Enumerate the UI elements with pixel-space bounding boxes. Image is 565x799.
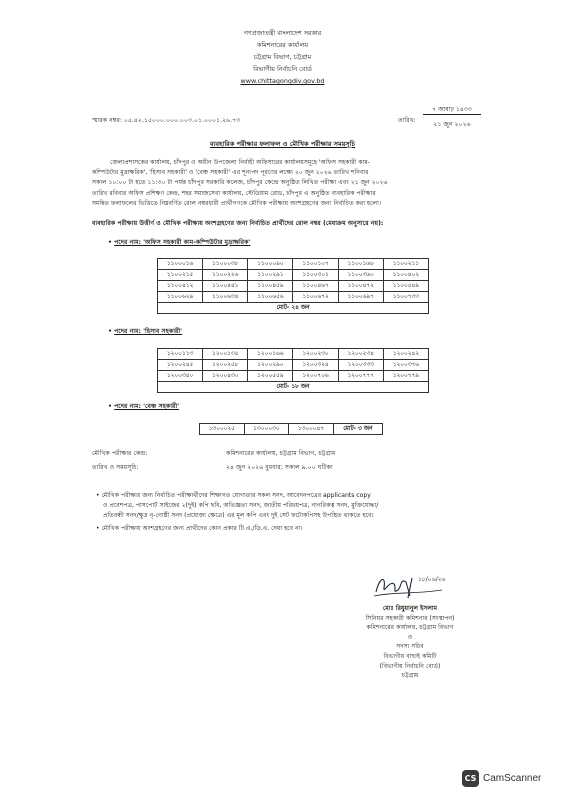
table-row [158, 371, 429, 382]
roll-cell: ১২০০১৩৫ [203, 349, 248, 360]
gov-name: গণপ্রজাতন্ত্রী বাংলাদেশ সরকার [243, 29, 322, 37]
date-bangla: ৭ আষাঢ় ১৪৩৩ [423, 107, 481, 115]
post2-label [108, 329, 182, 335]
document-title: ব্যবহারিক পরীক্ষার ফলাফল ও মৌখিক পরীক্ষার সময়সূচি [209, 140, 356, 148]
roll-cell: ১১০০৪৫৯ [248, 281, 293, 292]
board-name: বিভাগীয় নির্বাচনি বোর্ড [253, 65, 312, 73]
intro-line: সমন্বিত ফলাফলের ভিত্তিতে নিম্নবর্ণিত রোল নম্বরধারী প্রার্থীগণকে মৌখিক পরীক্ষায় অংশগ্রহণের জন্য নির্বাচিত করা হলো। [92, 199, 382, 207]
roll-cell: ১২০০৪৩০ [203, 371, 248, 382]
post1-label [108, 240, 250, 246]
note-line: ও প্রবেশপত্র, পাসপোর্ট সাইজের ২(দুই) কপি ছবি, অভিজ্ঞতা সনদ, জাতীয় পরিচয়পত্র, নাগরিকত্ব সনদ, মুক্তিযোদ্ধা/ [103, 502, 379, 510]
intro-line: কম্পিউটার মুদ্রাক্ষরিক', 'হিসাব সহকারী' ও 'বেঞ্চ সহকারী' এর শূন্যপদ পূরণের লক্ষ্যে ২০ জুন ২০২৬ তারিখ শনিবার [92, 169, 369, 177]
roll-cell: ১১০০০৯০ [248, 259, 293, 270]
table-row [158, 303, 429, 314]
table-row [158, 281, 429, 292]
intro-paragraph [92, 158, 487, 209]
roll-cell: ১১০০৬৭২ [293, 292, 338, 303]
date-english: ২১ জুন ২০২৬ [433, 121, 471, 128]
signatory-role: সদস্য সচিব [396, 643, 424, 651]
roll-cell: ১১০০১৬৮ [338, 259, 383, 270]
intro-line: সকাল ১০:০০ টা হতে ১১:৩০ টা পর্যন্ত চাঁদপুর সরকারি কলেজ, চাঁদপুর কেন্দ্রে অনুষ্ঠিত লিখিত পরীক্ষা এবং ২১ জুন ২০২৬ [92, 179, 388, 187]
roll-cell: ১১০০২১৫ [158, 270, 203, 281]
roll-cell: ১২০০৩৪০ [158, 371, 203, 382]
date-label: তারিখ: [398, 117, 416, 124]
roll-cell: ১২০০৭৭৭ [338, 371, 383, 382]
roll-cell: ১১০০০১৬ [158, 259, 203, 270]
total-cell: মোট- ২৪ জন [158, 303, 429, 314]
roll-cell: ১২০০৫৫৯ [248, 371, 293, 382]
table-row [158, 360, 429, 371]
table-row [158, 349, 429, 360]
office-name: কমিশনারের কার্যালয় [256, 41, 309, 49]
roll-cell: ১১০০২২৬ [203, 270, 248, 281]
note-item [96, 491, 496, 522]
post1-title: পদের নাম: 'অফিস সহকারী কাম-কম্পিউটার মুদ্রাক্ষরিক' [114, 239, 251, 246]
intro-line: জেলাপ্রশাসকের কার্যালয়, চাঁদপুর ও অধীন উপজেলা নির্বাহী অফিসারের কার্যালয়সমূহে 'অফিস সহকারী কাম- [110, 159, 370, 166]
intro-line: তারিখ রবিবার অফিস প্রশিক্ষণ কেন্দ্র, শহর সমাজসেবা কার্যালয়, স্টেডিয়াম রোড, চাঁদপুর এ অনুষ্ঠিত ব্যবহারিক পরীক্ষার [92, 189, 376, 197]
roll-cell: ১২০০৭০৬ [293, 371, 338, 382]
signature-date: ১৮/০৬/২৬ [418, 576, 446, 583]
post1-roll-table [157, 258, 429, 314]
bullet-icon: • [108, 328, 115, 335]
roll-cell: ১১০০৩০১ [293, 270, 338, 281]
table-row [158, 270, 429, 281]
roll-cell: ১৩০০০৪৭ [289, 424, 334, 435]
roll-cell: ১১০০৩৬০ [338, 270, 383, 281]
roll-cell: ১২০০২৪৫ [158, 360, 203, 371]
roll-cell: ১১০০৬৩৪ [203, 292, 248, 303]
note-line: মৌখিক পরীক্ষায় অংশগ্রহণের জন্য প্রার্থীদের কোন প্রকার টি.এ./ডি.এ. দেয়া হবে না। [101, 525, 303, 532]
post2-title: পদের নাম: 'হিসাব সহকারী' [114, 328, 183, 335]
roll-cell: ১৩০০০২৫ [200, 424, 245, 435]
roll-cell: ১২০০২৯০ [248, 360, 293, 371]
roll-cell: ১২০০২৩০ [293, 349, 338, 360]
signatory-place: চট্টগ্রাম [401, 672, 419, 680]
signatory-and: ও [407, 633, 413, 641]
post3-title: পদের নাম: 'বেঞ্চ সহকারী' [114, 403, 180, 410]
signatory-designation: সিনিয়র সহকারী কমিশনার (সংস্থাপন) [365, 614, 455, 622]
note-line: মৌখিক পরীক্ষার জন্য নির্বাচিত পরীক্ষার্থীদের শিক্ষাগত যোগ্যতার সকল সনদ, আবেদনপত্রের applicants copy [101, 492, 371, 499]
roll-cell: ১১০০২৯১ [248, 270, 293, 281]
viva-time-value: ২৪ জুন ২০২৬ বুধবার; সকাল ৯.০০ ঘটিকা [226, 464, 333, 471]
camscanner-logo-icon: CS [462, 770, 479, 787]
table-row [158, 382, 429, 393]
roll-cell: ১১০০৬২৯ [158, 292, 203, 303]
roll-cell: ১২০০৩৩৩ [338, 360, 383, 371]
roll-cell: ১২০০২৩৪ [338, 349, 383, 360]
viva-center-label: মৌখিক পরীক্ষার কেন্দ্র: [92, 450, 148, 457]
roll-cell: ১১০০৪১২ [158, 281, 203, 292]
bullet-icon: • [96, 492, 102, 499]
roll-cell: ১২০০৩২৪ [293, 360, 338, 371]
total-cell: মোট- ৩ জন [333, 424, 382, 435]
selection-heading: ব্যবহারিক পরীক্ষায় উত্তীর্ণ ও মৌখিক পরীক্ষায় অংশগ্রহণের জন্য নির্বাচিত প্রার্থীদের রোল নম্বর (মেধাক্রম অনুসারে নয়): [92, 220, 384, 227]
roll-cell: ১১০০৫৪৯ [383, 281, 428, 292]
roll-cell: ১২০০২৫৮ [203, 360, 248, 371]
roll-cell: ১৩০০০৩০ [244, 424, 289, 435]
bullet-icon: • [108, 403, 115, 410]
note-line: প্রতিবন্ধী সনদ/ক্ষুদ্র নৃ-গোষ্ঠী সনদ (প্রযোজ্য ক্ষেত্রে) এর মূল কপি এবং দুই সেট ফটোকপিসহ উপস্থিত থাকতে হবে। [103, 512, 374, 520]
roll-cell: ১১০০৪৪১ [203, 281, 248, 292]
signatory-committee: বিভাগীয় বাছাই কমিটি [383, 652, 437, 660]
roll-cell: ১১০০৪০২ [383, 270, 428, 281]
roll-cell: ১১০০৬৯৭ [338, 292, 383, 303]
roll-cell: ১১০০২১১ [383, 259, 428, 270]
roll-cell: ১২০০৭৭৯ [383, 371, 428, 382]
table-row [158, 259, 429, 270]
signatory-board: (বিভাগীয় নির্বাচনি বোর্ড) [379, 662, 441, 670]
roll-cell: ১২০০২৪২ [383, 349, 428, 360]
roll-cell: ১২০০৩৭৬ [383, 360, 428, 371]
total-cell: মোট- ১৮ জন [158, 382, 429, 393]
memo-number: স্মারক নম্বর: ০৫.৪২.১৫০০০.০০০.০০৩.০১.০০০১.২৬.৭৩ [92, 117, 241, 124]
roll-cell: ১২০০১১৩ [158, 349, 203, 360]
division-name: চট্টগ্রাম বিভাগ, চট্টগ্রাম [253, 53, 312, 61]
signatory-office: কমিশনারের কার্যালয়, চট্টগ্রাম বিভাগ [366, 624, 454, 632]
viva-center-value: কমিশনারের কার্যালয়, চট্টগ্রাম বিভাগ, চট্টগ্রাম [226, 450, 336, 457]
roll-cell: ১২০০১৬৬ [248, 349, 293, 360]
signatory-name: মোঃ রিযুয়ানুল ইসলাম [382, 605, 438, 612]
roll-cell: ১১০০৬৫৬ [248, 292, 293, 303]
website-link[interactable]: www.chittagongdiv.gov.bd [240, 77, 325, 85]
roll-cell: ১১০০৭৩৩ [383, 292, 428, 303]
signatory-block [330, 604, 490, 681]
roll-cell: ১১০০০৩৮ [203, 259, 248, 270]
bullet-icon: • [96, 525, 102, 532]
viva-time-label: তারিখ ও সময়সূচি: [92, 464, 139, 471]
camscanner-brand: CamScanner [483, 773, 542, 784]
roll-cell: ১১০০৪৬৭ [293, 281, 338, 292]
post2-roll-table [157, 348, 429, 393]
roll-cell: ১১০০১০৭ [293, 259, 338, 270]
table-row [200, 424, 383, 435]
note-item [96, 524, 496, 534]
bullet-icon: • [108, 239, 115, 246]
roll-cell: ১১০০৪৭২ [338, 281, 383, 292]
table-row [158, 292, 429, 303]
post3-label [108, 404, 179, 410]
post3-roll-table [199, 423, 383, 435]
